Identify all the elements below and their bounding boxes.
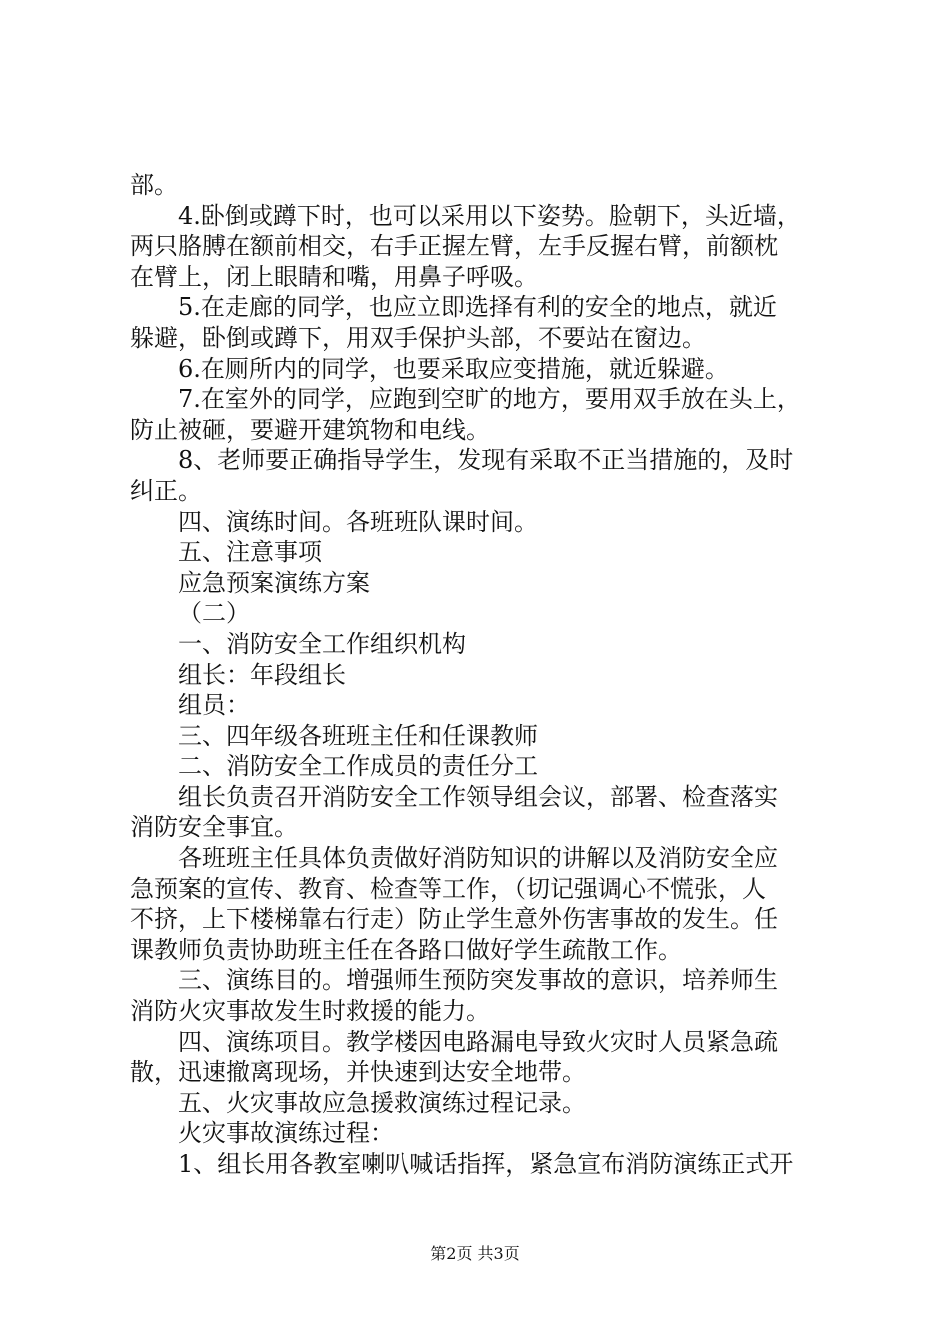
text-line: 消防安全事宜。 <box>130 813 298 842</box>
text-line: 组长：年段组长 <box>178 660 346 689</box>
text-line: 课教师负责协助班主任在各路口做好学生疏散工作。 <box>130 935 682 964</box>
text-line: 组员： <box>178 691 250 720</box>
text-line: 三、演练目的。增强师生预防突发事故的意识，培养师生 <box>178 966 778 995</box>
text-line: 四、演练项目。教学楼因电路漏电导致火灾时人员紧急疏 <box>178 1027 778 1056</box>
text-line: 五、注意事项 <box>178 538 322 567</box>
text-line: 火灾事故演练过程： <box>178 1119 394 1148</box>
text-line: 纠正。 <box>130 476 202 505</box>
text-line: 四、演练时间。各班班队课时间。 <box>178 507 538 536</box>
text-line: 部。 <box>130 171 178 199</box>
text-line: 1、组长用各教室喇叭喊话指挥，紧急宣布消防演练正式开 <box>178 1150 794 1178</box>
text-line: 4.卧倒或蹲下时，也可以采用以下姿势。脸朝下，头近墙， <box>178 201 801 230</box>
text-line: 散，迅速撤离现场，并快速到达安全地带。 <box>130 1058 586 1087</box>
text-line: 急预案的宣传、教育、检查等工作，（切记强调心不慌张，人 <box>130 874 766 903</box>
text-line: 五、火灾事故应急援救演练过程记录。 <box>178 1088 586 1117</box>
text-line: 两只胳膊在额前相交，右手正握左臂，左手反握右臂，前额枕 <box>130 232 778 261</box>
text-line: 躲避，卧倒或蹲下，用双手保护头部，不要站在窗边。 <box>130 323 706 352</box>
text-line: 各班班主任具体负责做好消防知识的讲解以及消防安全应 <box>178 844 778 873</box>
text-line: 8、老师要正确指导学生，发现有采取不正当措施的，及时 <box>178 446 794 475</box>
text-line: 5.在走廊的同学，也应立即选择有利的安全的地点，就近 <box>178 293 777 322</box>
text-line: 6.在厕所内的同学，也要采取应变措施，就近躲避。 <box>178 354 729 383</box>
text-line: （二） <box>178 599 250 628</box>
document-body <box>130 170 830 1180</box>
text-line: 防止被砸，要避开建筑物和电线。 <box>130 415 490 444</box>
text-line: 消防火灾事故发生时救援的能力。 <box>130 997 490 1026</box>
text-line: 二、消防安全工作成员的责任分工 <box>178 752 538 781</box>
text-line: 不挤，上下楼梯靠右行走）防止学生意外伤害事故的发生。任 <box>130 905 778 934</box>
text-line: 三、四年级各班班主任和任课教师 <box>178 721 538 750</box>
text-line: 组长负责召开消防安全工作领导组会议，部署、检查落实 <box>178 782 778 811</box>
text-line: 在臂上，闭上眼睛和嘴，用鼻子呼吸。 <box>130 262 538 291</box>
text-line: 一、消防安全工作组织机构 <box>178 629 466 658</box>
text-line: 应急预案演练方案 <box>178 568 370 597</box>
page-number-footer: 第2页 共3页 <box>430 1244 520 1263</box>
text-line: 7.在室外的同学，应跑到空旷的地方，要用双手放在头上， <box>178 385 801 414</box>
